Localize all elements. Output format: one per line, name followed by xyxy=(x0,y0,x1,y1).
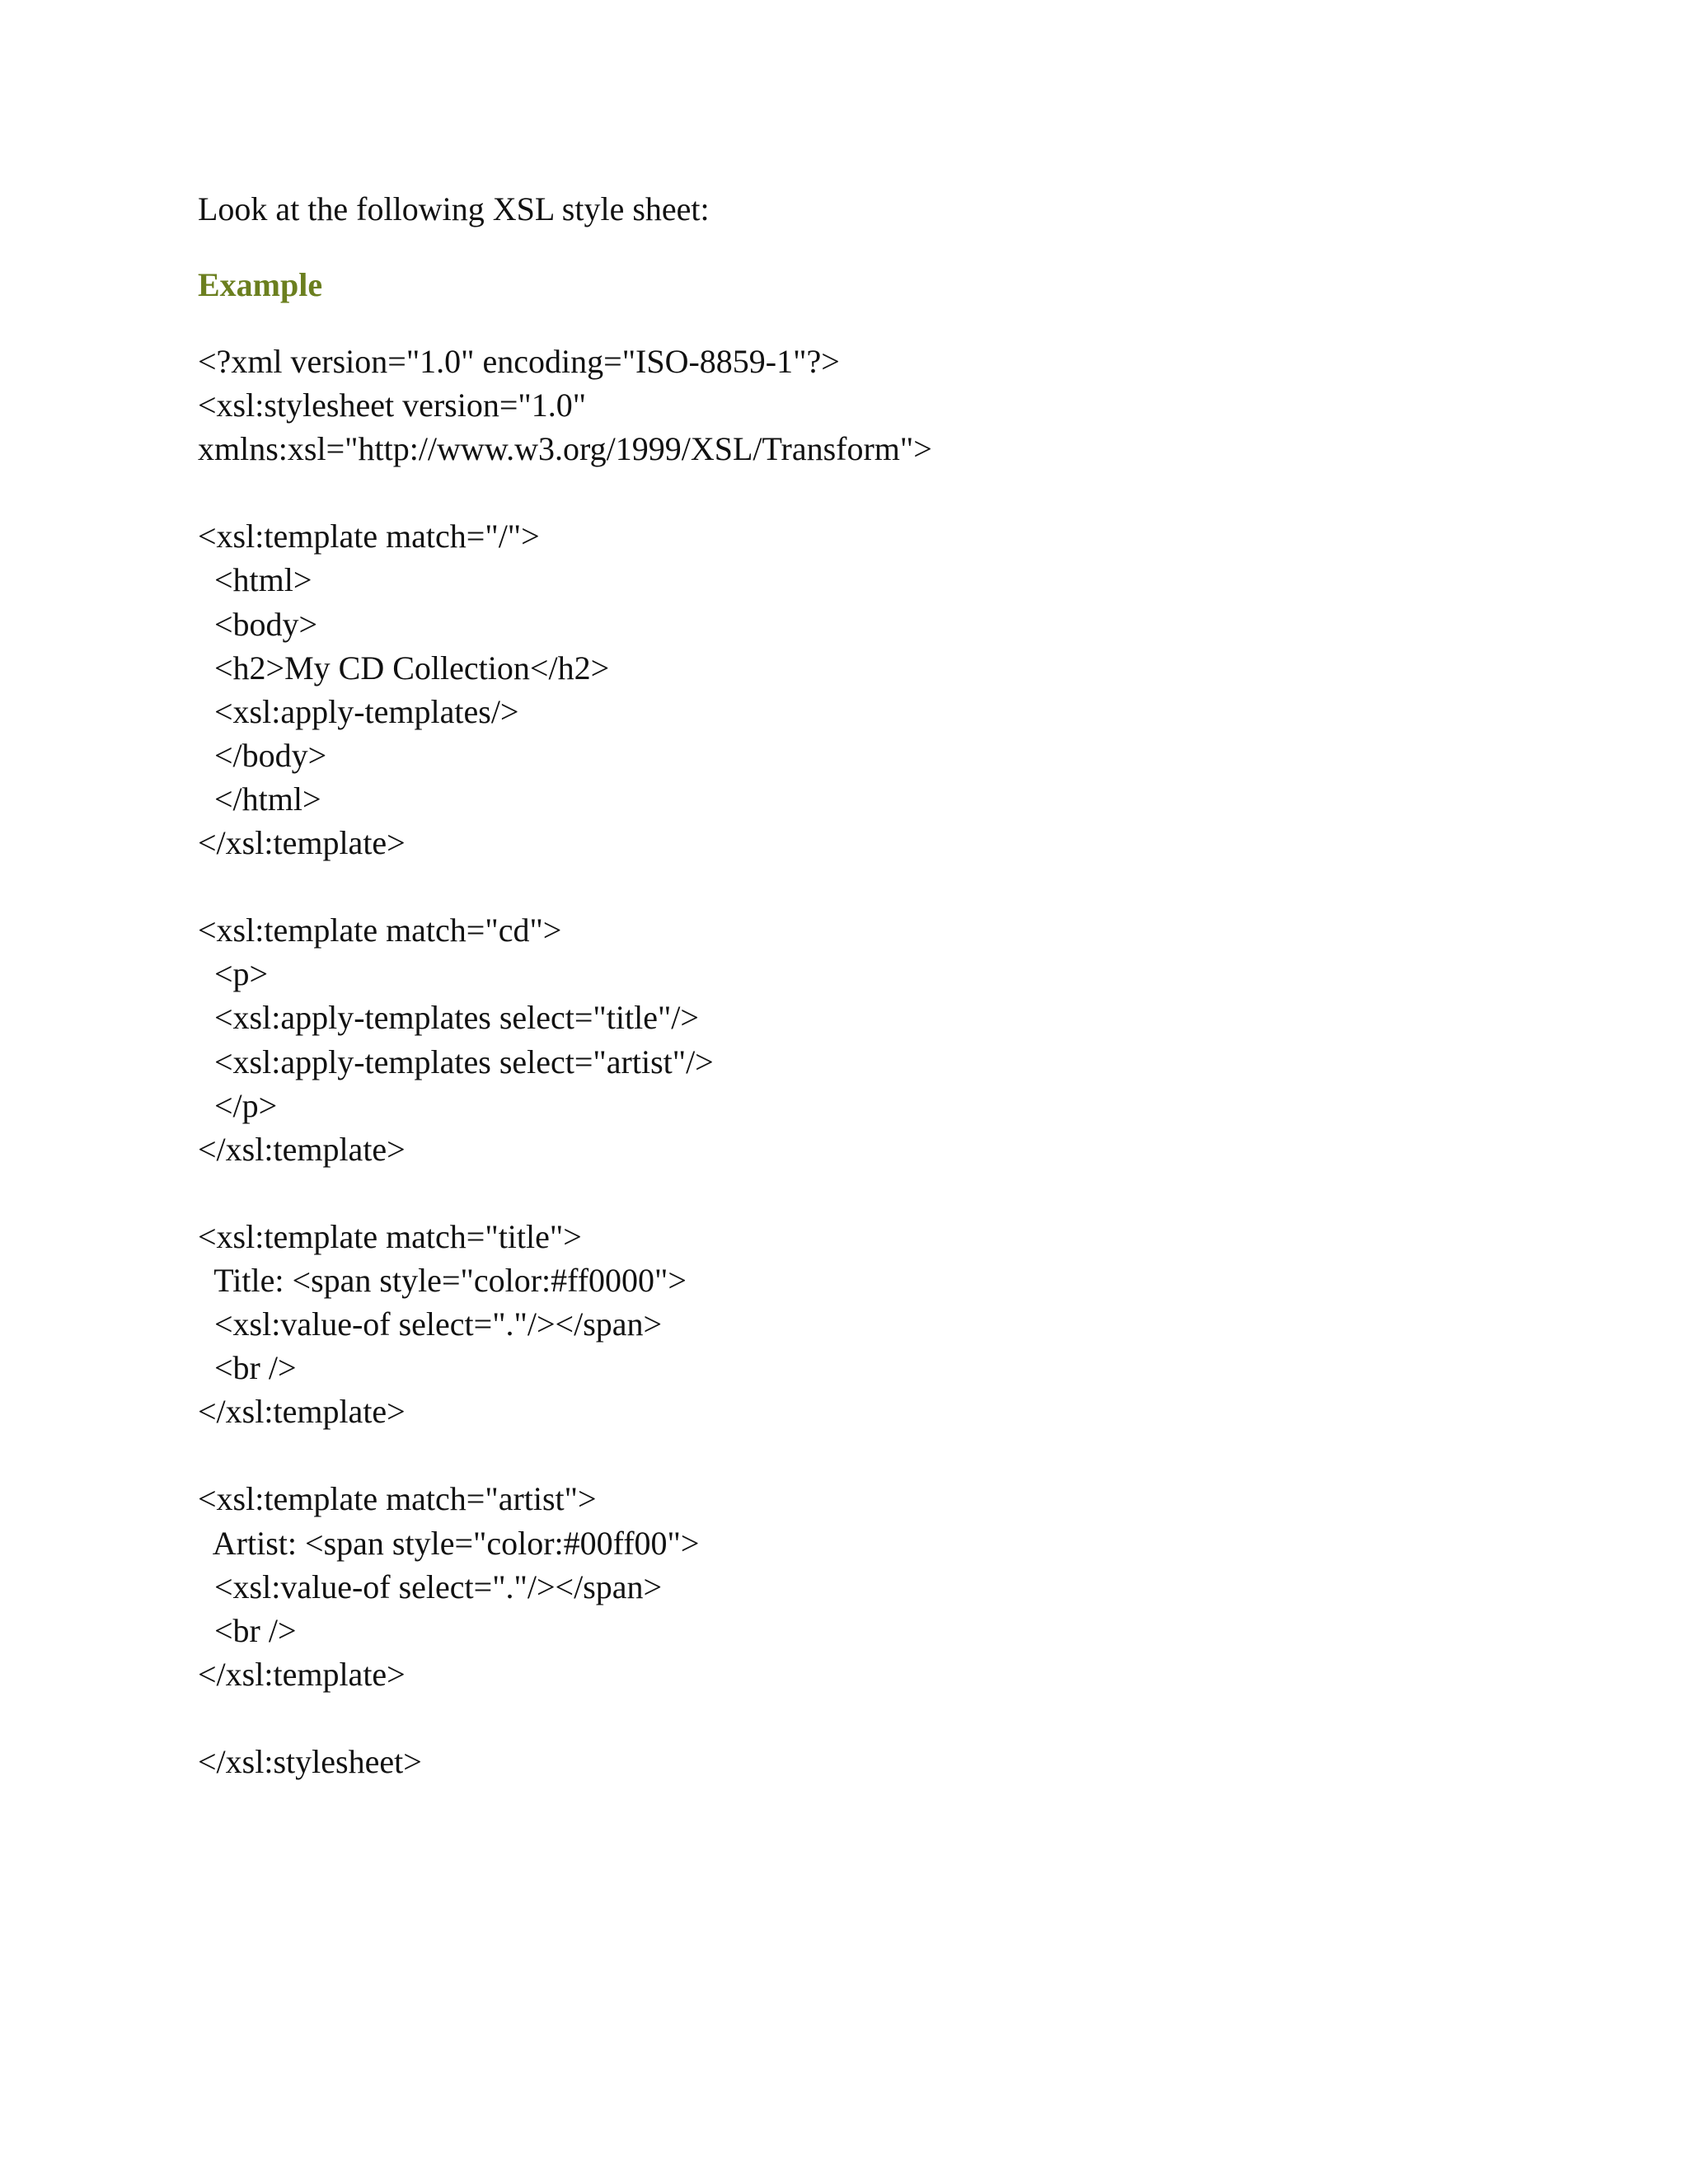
code-line: </p> xyxy=(198,1086,278,1124)
code-line: <xsl:template match="cd"> xyxy=(198,912,562,949)
code-line xyxy=(198,1171,1550,1215)
code-line: <xsl:apply-templates select="title"/> xyxy=(198,999,699,1037)
code-line: <html> xyxy=(198,561,312,599)
code-line: <xsl:stylesheet version="1.0" xyxy=(198,387,587,424)
code-line: <xsl:value-of select="."/></span> xyxy=(198,1568,663,1605)
code-line: <body> xyxy=(198,605,318,643)
code-line: Artist: <span style="color:#00ff00"> xyxy=(198,1524,700,1562)
code-line: Title: <span style="color:#ff0000"> xyxy=(198,1261,687,1299)
code-line: </xsl:template> xyxy=(198,1130,406,1168)
code-line: <xsl:template match="title"> xyxy=(198,1217,582,1255)
intro-text: Look at the following XSL style sheet: xyxy=(198,190,710,227)
code-listing xyxy=(198,340,1550,1783)
document-page xyxy=(198,188,1550,1783)
code-line: <br /> xyxy=(198,1611,297,1649)
code-line: <p> xyxy=(198,955,269,993)
code-line: <xsl:apply-templates select="artist"/> xyxy=(198,1043,714,1080)
code-line: </xsl:template> xyxy=(198,1655,406,1693)
example-heading: Example xyxy=(198,266,323,303)
code-line: </body> xyxy=(198,736,327,774)
code-line: <xsl:value-of select="."/></span> xyxy=(198,1305,663,1343)
code-line: <xsl:template match="artist"> xyxy=(198,1480,597,1518)
code-line xyxy=(198,471,1550,514)
code-line: <?xml version="1.0" encoding="ISO-8859-1"?> xyxy=(198,343,840,380)
code-line: </xsl:template> xyxy=(198,1393,406,1431)
code-line xyxy=(198,865,1550,908)
code-line: <xsl:template match="/"> xyxy=(198,518,540,555)
code-line xyxy=(198,1433,1550,1477)
code-line: </xsl:template> xyxy=(198,824,406,862)
code-line: </xsl:stylesheet> xyxy=(198,1743,422,1780)
code-line: <h2>My CD Collection</h2> xyxy=(198,649,610,687)
code-line xyxy=(198,1696,1550,1740)
code-line: <br /> xyxy=(198,1349,297,1387)
code-line: </html> xyxy=(198,780,321,818)
code-line: <xsl:apply-templates/> xyxy=(198,692,519,730)
code-line: xmlns:xsl="http://www.w3.org/1999/XSL/Transform"> xyxy=(198,430,932,468)
